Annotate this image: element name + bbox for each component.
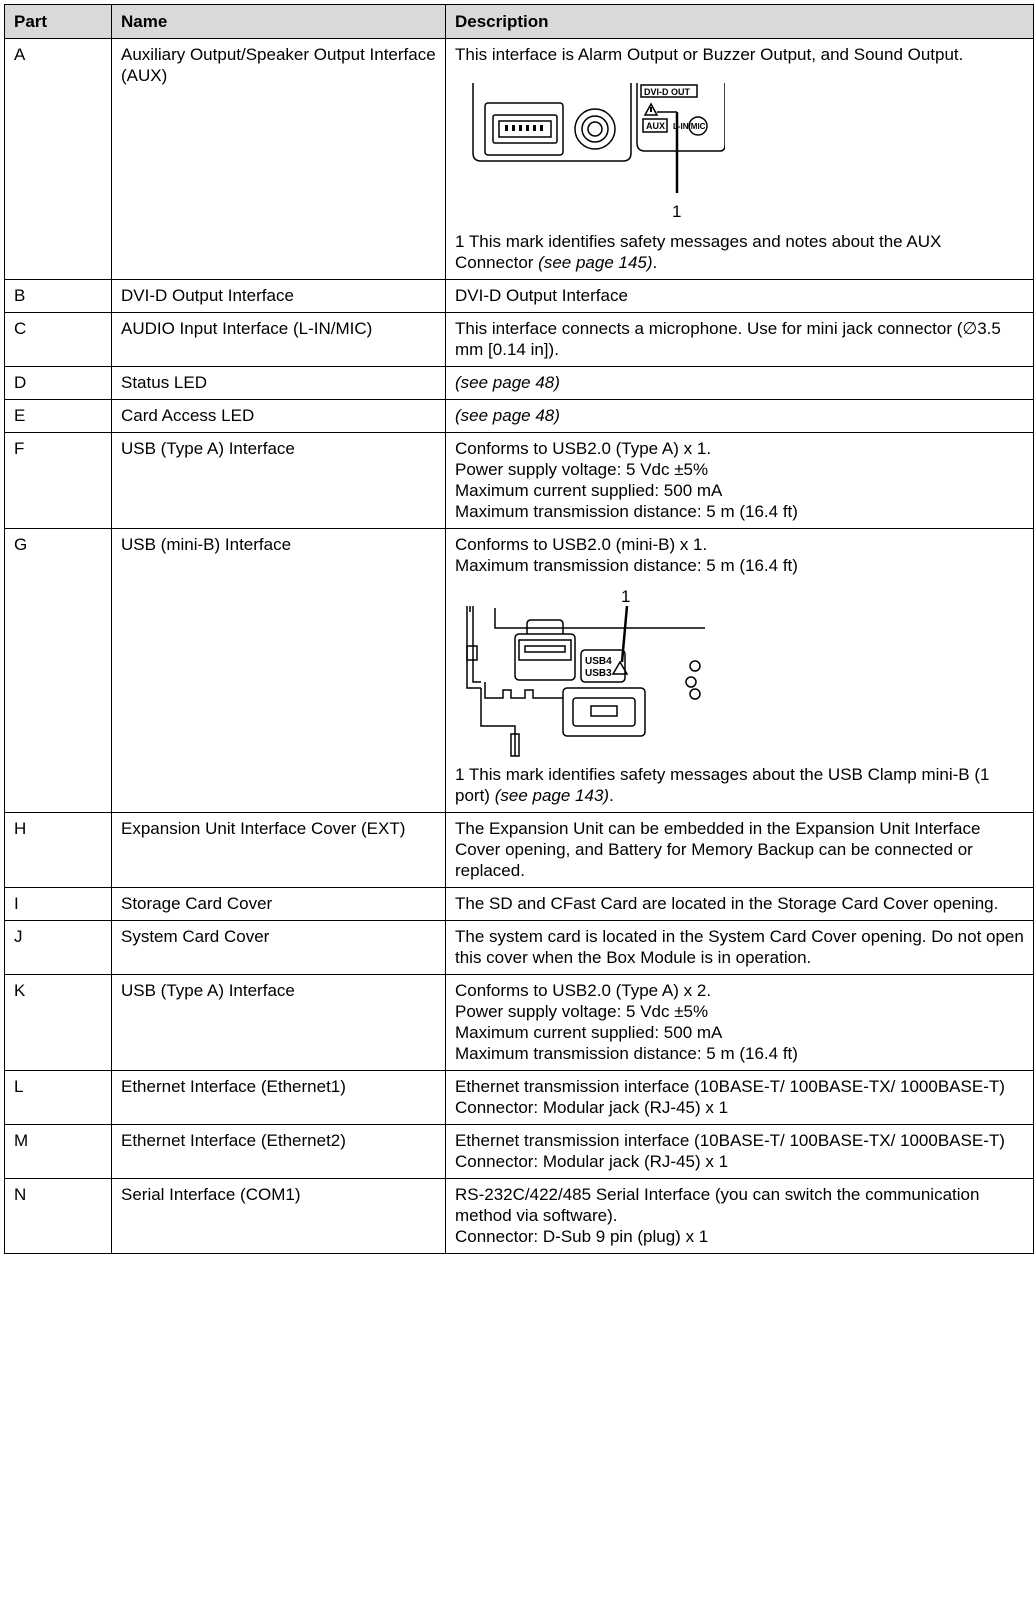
table-row (5, 1071, 1034, 1125)
name-cell: Expansion Unit Interface Cover (EXT) (112, 813, 446, 888)
description-line: Connector: Modular jack (RJ-45) x 1 (455, 1098, 729, 1117)
header-name: Name (112, 5, 446, 39)
description-line: Conforms to USB2.0 (Type A) x 1. (455, 439, 712, 458)
name-cell: USB (Type A) Interface (112, 975, 446, 1071)
description-line: Maximum transmission distance: 5 m (16.4 ft) (455, 1044, 798, 1063)
usb3-label: USB3 (585, 668, 612, 679)
header-description: Description (446, 5, 1034, 39)
part-cell: F (5, 433, 112, 529)
part-cell: E (5, 400, 112, 433)
part-cell: I (5, 888, 112, 921)
name-cell: DVI-D Output Interface (112, 280, 446, 313)
table-row (5, 433, 1034, 529)
description-cell (446, 400, 1034, 433)
table-header-row (5, 5, 1034, 39)
part-cell: G (5, 529, 112, 813)
table-row (5, 813, 1034, 888)
name-cell: Auxiliary Output/Speaker Output Interface (AUX) (112, 39, 446, 280)
note-text: 1 This mark identifies safety messages and notes about the AUX Connector (455, 232, 942, 272)
description-line: Connector: D-Sub 9 pin (plug) x 1 (455, 1227, 709, 1246)
usb4-label: USB4 (585, 656, 612, 667)
name-cell: USB (mini-B) Interface (112, 529, 446, 813)
description-line: The SD and CFast Card are located in the Storage Card Cover opening. (455, 894, 999, 913)
table-row (5, 529, 1034, 813)
interface-parts-table (4, 4, 1034, 1254)
l-in-mic-label: L-IN/MIC (673, 122, 706, 131)
description-cell (446, 280, 1034, 313)
description-line: Ethernet transmission interface (10BASE-T/ 100BASE-TX/ 1000BASE-T) (455, 1131, 1005, 1150)
name-cell: Status LED (112, 367, 446, 400)
table-row (5, 921, 1034, 975)
description-line: Maximum transmission distance: 5 m (16.4 ft) (455, 556, 798, 575)
name-cell: AUDIO Input Interface (L-IN/MIC) (112, 313, 446, 367)
description-cell (446, 975, 1034, 1071)
description-cell (446, 1179, 1034, 1254)
callout-number: 1 (672, 202, 682, 221)
description-cell (446, 433, 1034, 529)
description-cell (446, 367, 1034, 400)
aux-connector-illustration (455, 75, 725, 225)
description-line: Conforms to USB2.0 (mini-B) x 1. (455, 535, 708, 554)
table-row (5, 39, 1034, 280)
dvi-d-out-label: DVI-D OUT (644, 87, 690, 97)
part-cell: M (5, 1125, 112, 1179)
description-cell (446, 313, 1034, 367)
part-cell: A (5, 39, 112, 280)
description-cell (446, 1125, 1034, 1179)
table-row (5, 888, 1034, 921)
description-cell (446, 813, 1034, 888)
table-row (5, 1179, 1034, 1254)
part-cell: C (5, 313, 112, 367)
note-end: . (652, 253, 658, 272)
part-cell: N (5, 1179, 112, 1254)
usb-mini-b-illustration (455, 586, 715, 758)
description-line: Conforms to USB2.0 (Type A) x 2. (455, 981, 712, 1000)
description-line: Power supply voltage: 5 Vdc ±5% (455, 460, 709, 479)
page-reference-link[interactable]: (see page 145) (538, 253, 653, 272)
aux-label: AUX (646, 121, 666, 131)
part-cell: D (5, 367, 112, 400)
note-end: . (609, 786, 614, 805)
page-reference-link[interactable]: (see page 143) (494, 786, 610, 805)
description-line: The Expansion Unit can be embedded in the Expansion Unit Interface Cover opening, and Battery for Memory Backup can be connected or replaced. (455, 819, 981, 880)
description-line: Maximum current supplied: 500 mA (455, 1023, 723, 1042)
figure-note (455, 231, 1024, 273)
name-cell: Card Access LED (112, 400, 446, 433)
description-line: DVI-D Output Interface (455, 286, 628, 305)
table-row (5, 1125, 1034, 1179)
page-reference-link[interactable]: (see page 48) (455, 406, 560, 425)
description-cell (446, 529, 1034, 813)
part-cell: L (5, 1071, 112, 1125)
description-line: Power supply voltage: 5 Vdc ±5% (455, 1002, 709, 1021)
description-line: RS-232C/422/485 Serial Interface (you can switch the communication method via software). (455, 1185, 980, 1225)
figure-note (455, 764, 1024, 806)
table-row (5, 975, 1034, 1071)
part-cell: H (5, 813, 112, 888)
description-line: Ethernet transmission interface (10BASE-T/ 100BASE-TX/ 1000BASE-T) (455, 1077, 1005, 1096)
aux-connector-figure (455, 75, 1024, 225)
part-cell: B (5, 280, 112, 313)
description-cell (446, 921, 1034, 975)
description-cell (446, 39, 1034, 280)
name-cell: System Card Cover (112, 921, 446, 975)
page-reference-link[interactable]: (see page 48) (455, 373, 560, 392)
table-row (5, 313, 1034, 367)
description-cell (446, 888, 1034, 921)
description-cell (446, 1071, 1034, 1125)
description-line: Maximum current supplied: 500 mA (455, 481, 723, 500)
description-line: Maximum transmission distance: 5 m (16.4 ft) (455, 502, 798, 521)
name-cell: Ethernet Interface (Ethernet2) (112, 1125, 446, 1179)
name-cell: Storage Card Cover (112, 888, 446, 921)
name-cell: USB (Type A) Interface (112, 433, 446, 529)
table-row (5, 400, 1034, 433)
part-cell: K (5, 975, 112, 1071)
description-line: This interface connects a microphone. Use for mini jack connector (∅3.5 mm [0.14 in]). (455, 319, 1001, 359)
note-text: 1 This mark identifies safety messages about the USB Clamp mini-B (1 port) (455, 765, 990, 805)
name-cell: Ethernet Interface (Ethernet1) (112, 1071, 446, 1125)
part-cell: J (5, 921, 112, 975)
description-line: Connector: Modular jack (RJ-45) x 1 (455, 1152, 729, 1171)
description-line: The system card is located in the System Card Cover opening. Do not open this cover when the Box Module is in operation. (455, 927, 1024, 967)
header-part: Part (5, 5, 112, 39)
table-row (5, 367, 1034, 400)
usb-mini-b-figure (455, 586, 1024, 758)
description-line: This interface is Alarm Output or Buzzer Output, and Sound Output. (455, 45, 964, 64)
table-row (5, 280, 1034, 313)
callout-number: 1 (621, 587, 631, 606)
name-cell: Serial Interface (COM1) (112, 1179, 446, 1254)
